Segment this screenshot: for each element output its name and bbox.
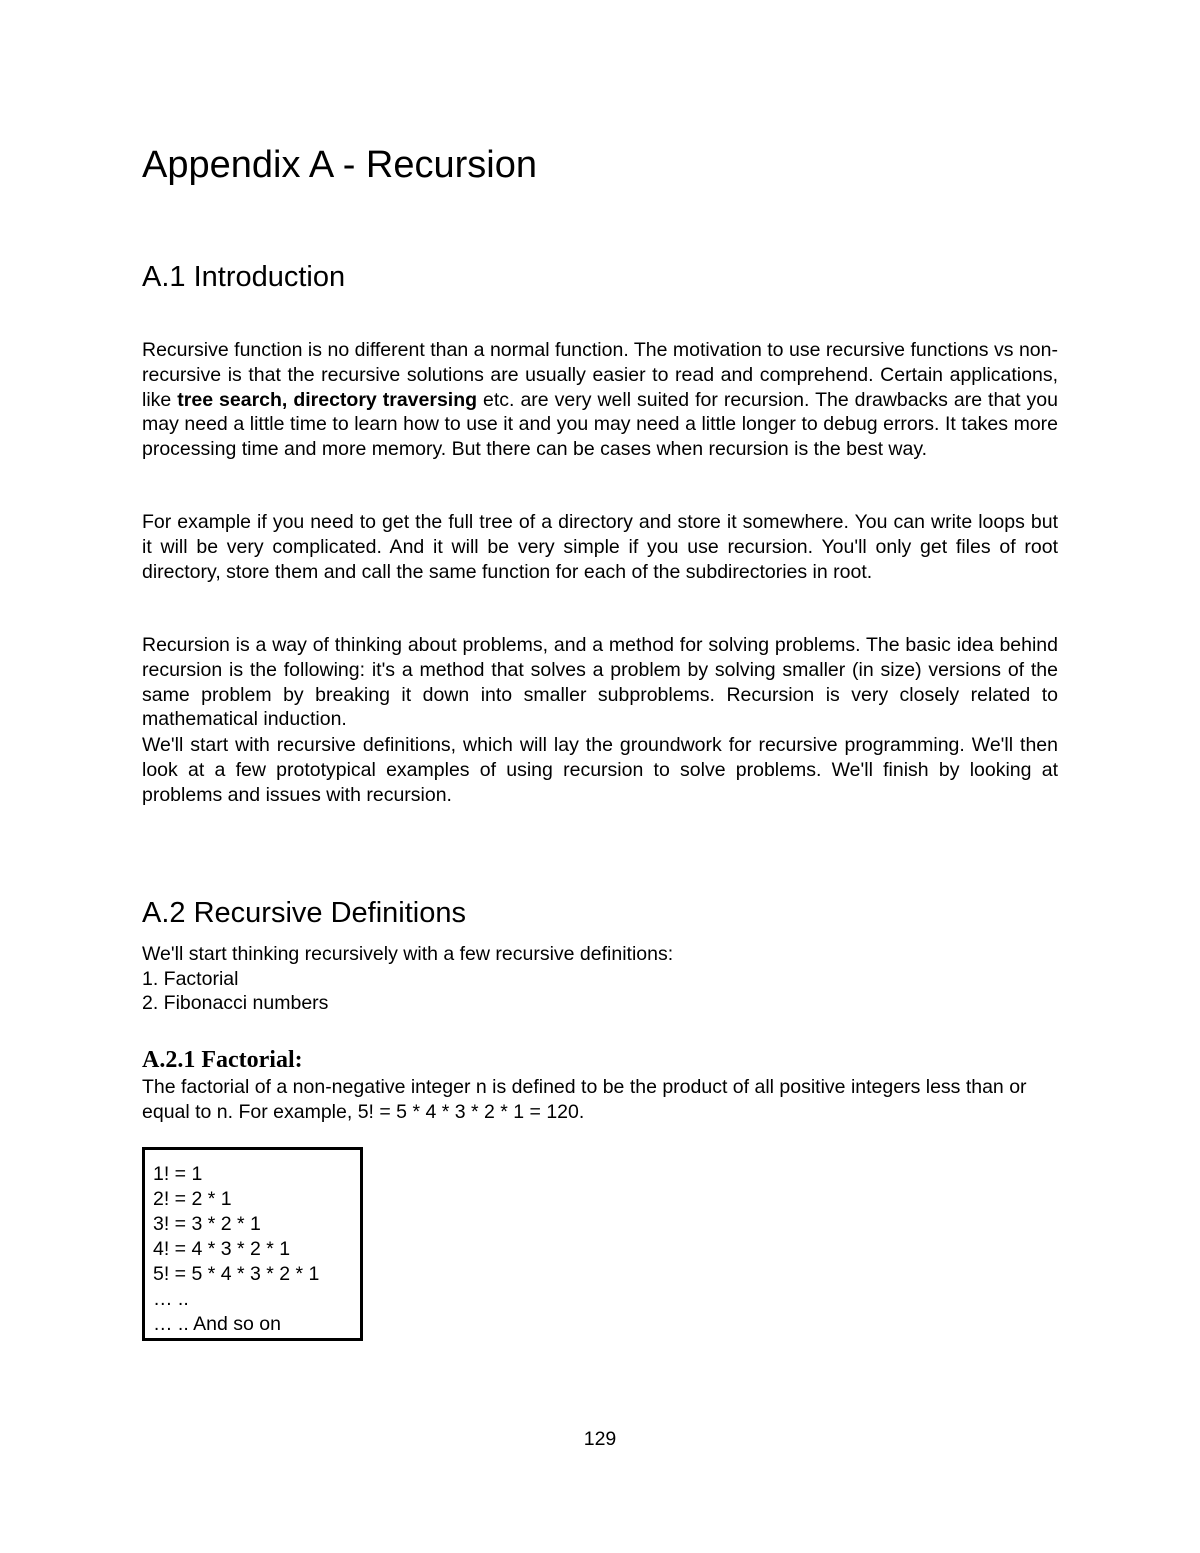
- chapter-title: Appendix A - Recursion: [142, 144, 538, 186]
- factorial-line: 4! = 4 * 3 * 2 * 1: [153, 1238, 291, 1260]
- section-heading-introduction: A.1 Introduction: [142, 261, 346, 293]
- list-item: 1. Factorial: [142, 967, 239, 990]
- intro-paragraph-1-bold: tree search, directory traversing: [177, 388, 478, 411]
- factorial-line: 2! = 2 * 1: [153, 1188, 232, 1210]
- definitions-intro: We'll start thinking recursively with a few recursive definitions:: [142, 943, 674, 965]
- list-item: 2. Fibonacci numbers: [142, 992, 329, 1014]
- intro-paragraph-4: We'll start with recursive definitions, which will lay the groundwork for recursive programming. We'll then look at a few prototypical examples of using recursion to solve problems. We'll finish by looking at problems and issues with recursion.: [142, 734, 1058, 806]
- factorial-line: … .. And so on: [153, 1313, 281, 1335]
- section-heading-recursive-definitions: A.2 Recursive Definitions: [142, 897, 466, 929]
- intro-paragraph-2: For example if you need to get the full tree of a directory and store it somewhere. You can write loops but it will be very complicated. And it will be very simple if you use recursion. You'll only get files of root directory, store them and call the same function for each of the subdirectories in root.: [142, 511, 1058, 583]
- factorial-line: 5! = 5 * 4 * 3 * 2 * 1: [153, 1263, 320, 1285]
- intro-paragraph-1: [142, 338, 1058, 462]
- subsection-heading-factorial: A.2.1 Factorial:: [142, 1047, 303, 1073]
- factorial-line: 1! = 1: [153, 1163, 203, 1185]
- factorial-examples-box: [142, 1147, 363, 1341]
- factorial-paragraph: The factorial of a non-negative integer n is defined to be the product of all positive integers less than or equal to n. For example, 5! = 5 * 4 * 3 * 2 * 1 = 120.: [142, 1076, 1027, 1123]
- definitions-list: [142, 942, 1058, 1016]
- intro-paragraph-1-end: etc. are very well suited for recursion. The drawbacks are that you may need a little time to learn how to use it and you may need a little longer to debug errors. It takes more processing time and more memory. But there can be cases when recursion is the best way.: [142, 388, 1058, 461]
- page-number: 129: [583, 1428, 617, 1450]
- intro-paragraph-1-start: Recursive function is no different than a normal function. The motivation to use recursive functions vs non-recursive is that the recursive solutions are usually easier to read and comprehend. Certain applications, like: [142, 339, 1058, 411]
- intro-paragraph-3: Recursion is a way of thinking about problems, and a method for solving problems. The basic idea behind recursion is the following: it's a method that solves a problem by solving smaller (in size) versions of the same problem by breaking it down into smaller subproblems. Recursion is very closely related to mathematical induction.: [142, 634, 1058, 731]
- factorial-line: … ..: [153, 1288, 189, 1310]
- factorial-line: 3! = 3 * 2 * 1: [153, 1213, 261, 1235]
